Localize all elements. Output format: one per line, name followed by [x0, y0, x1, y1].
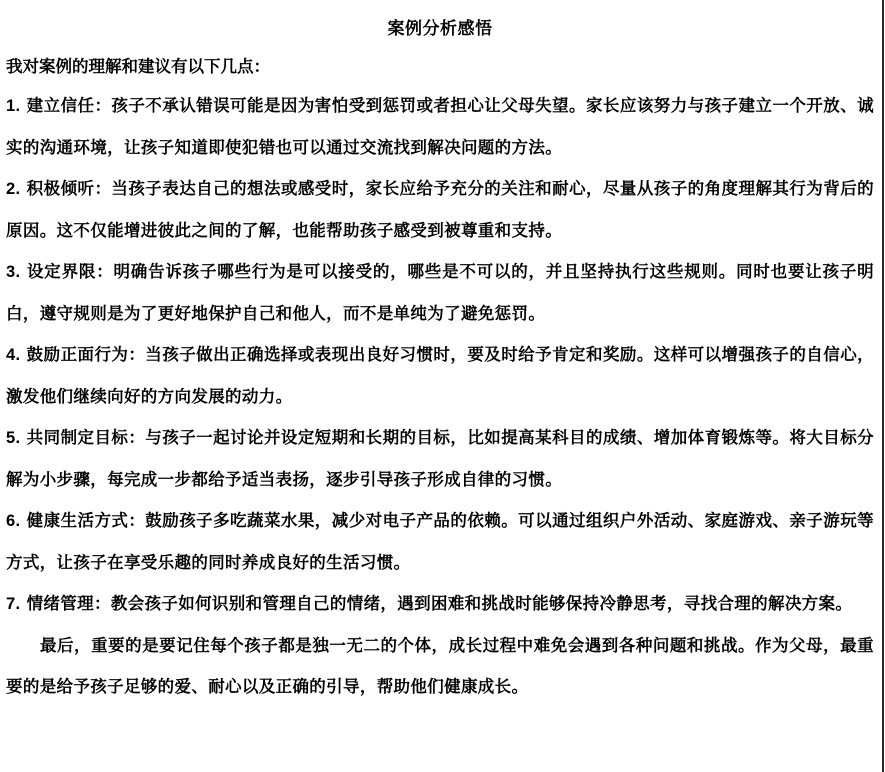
item-number: 4.: [6, 346, 21, 364]
list-item-2: [6, 168, 874, 251]
item-number: 2.: [6, 180, 21, 198]
item-text: 积极倾听：当孩子表达自己的想法或感受时，家长应给予充分的关注和耐心，尽量从孩子的角度理解其行为背后的原因。这不仅能增进彼此之间的了解，也能帮助孩子感受到被尊重和支持。: [6, 179, 874, 240]
item-text: 鼓励正面行为：当孩子做出正确选择或表现出良好习惯时，要及时给予肯定和奖励。这样可以增强孩子的自信心，激发他们继续向好的方向发展的动力。: [6, 345, 874, 406]
item-number: 5.: [6, 429, 21, 447]
item-number: 1.: [6, 97, 21, 115]
intro-line: 我对案例的理解和建议有以下几点：: [6, 57, 270, 76]
document-body: [6, 0, 874, 707]
list-item-7: [6, 583, 874, 625]
item-text: 健康生活方式：鼓励孩子多吃蔬菜水果，减少对电子产品的依赖。可以通过组织户外活动、家庭游戏、亲子游玩等方式，让孩子在享受乐趣的同时养成良好的生活习惯。: [6, 511, 874, 572]
list-item-6: [6, 500, 874, 583]
list-item-1: [6, 85, 874, 168]
item-number: 3.: [6, 263, 21, 281]
list-item-5: [6, 417, 874, 500]
item-text: 共同制定目标：与孩子一起讨论并设定短期和长期的目标，比如提高某科目的成绩、增加体育锻炼等。将大目标分解为小步骤，每完成一步都给予适当表扬，逐步引导孩子形成自律的习惯。: [6, 428, 874, 489]
list-item-4: [6, 334, 874, 417]
item-text: 情绪管理：教会孩子如何识别和管理自己的情绪，遇到困难和挑战时能够保持冷静思考，寻找合理的解决方案。: [26, 594, 853, 613]
page-edge-line: [882, 0, 884, 772]
item-text: 设定界限：明确告诉孩子哪些行为是可以接受的，哪些是不可以的，并且坚持执行这些规则。同时也要让孩子明白，遵守规则是为了更好地保护自己和他人，而不是单纯为了避免惩罚。: [6, 262, 874, 323]
closing-paragraph: 最后，重要的是要记住每个孩子都是独一无二的个体，成长过程中难免会遇到各种问题和挑战。作为父母，最重要的是给予孩子足够的爱、耐心以及正确的引导，帮助他们健康成长。: [6, 636, 874, 696]
list-item-3: [6, 251, 874, 334]
item-number: 7.: [6, 595, 21, 613]
document-title: 案例分析感悟: [387, 19, 493, 39]
item-text: 建立信任：孩子不承认错误可能是因为害怕受到惩罚或者担心让父母失望。家长应该努力与孩子建立一个开放、诚实的沟通环境，让孩子知道即使犯错也可以通过交流找到解决问题的方法。: [6, 96, 874, 157]
item-number: 6.: [6, 512, 21, 530]
